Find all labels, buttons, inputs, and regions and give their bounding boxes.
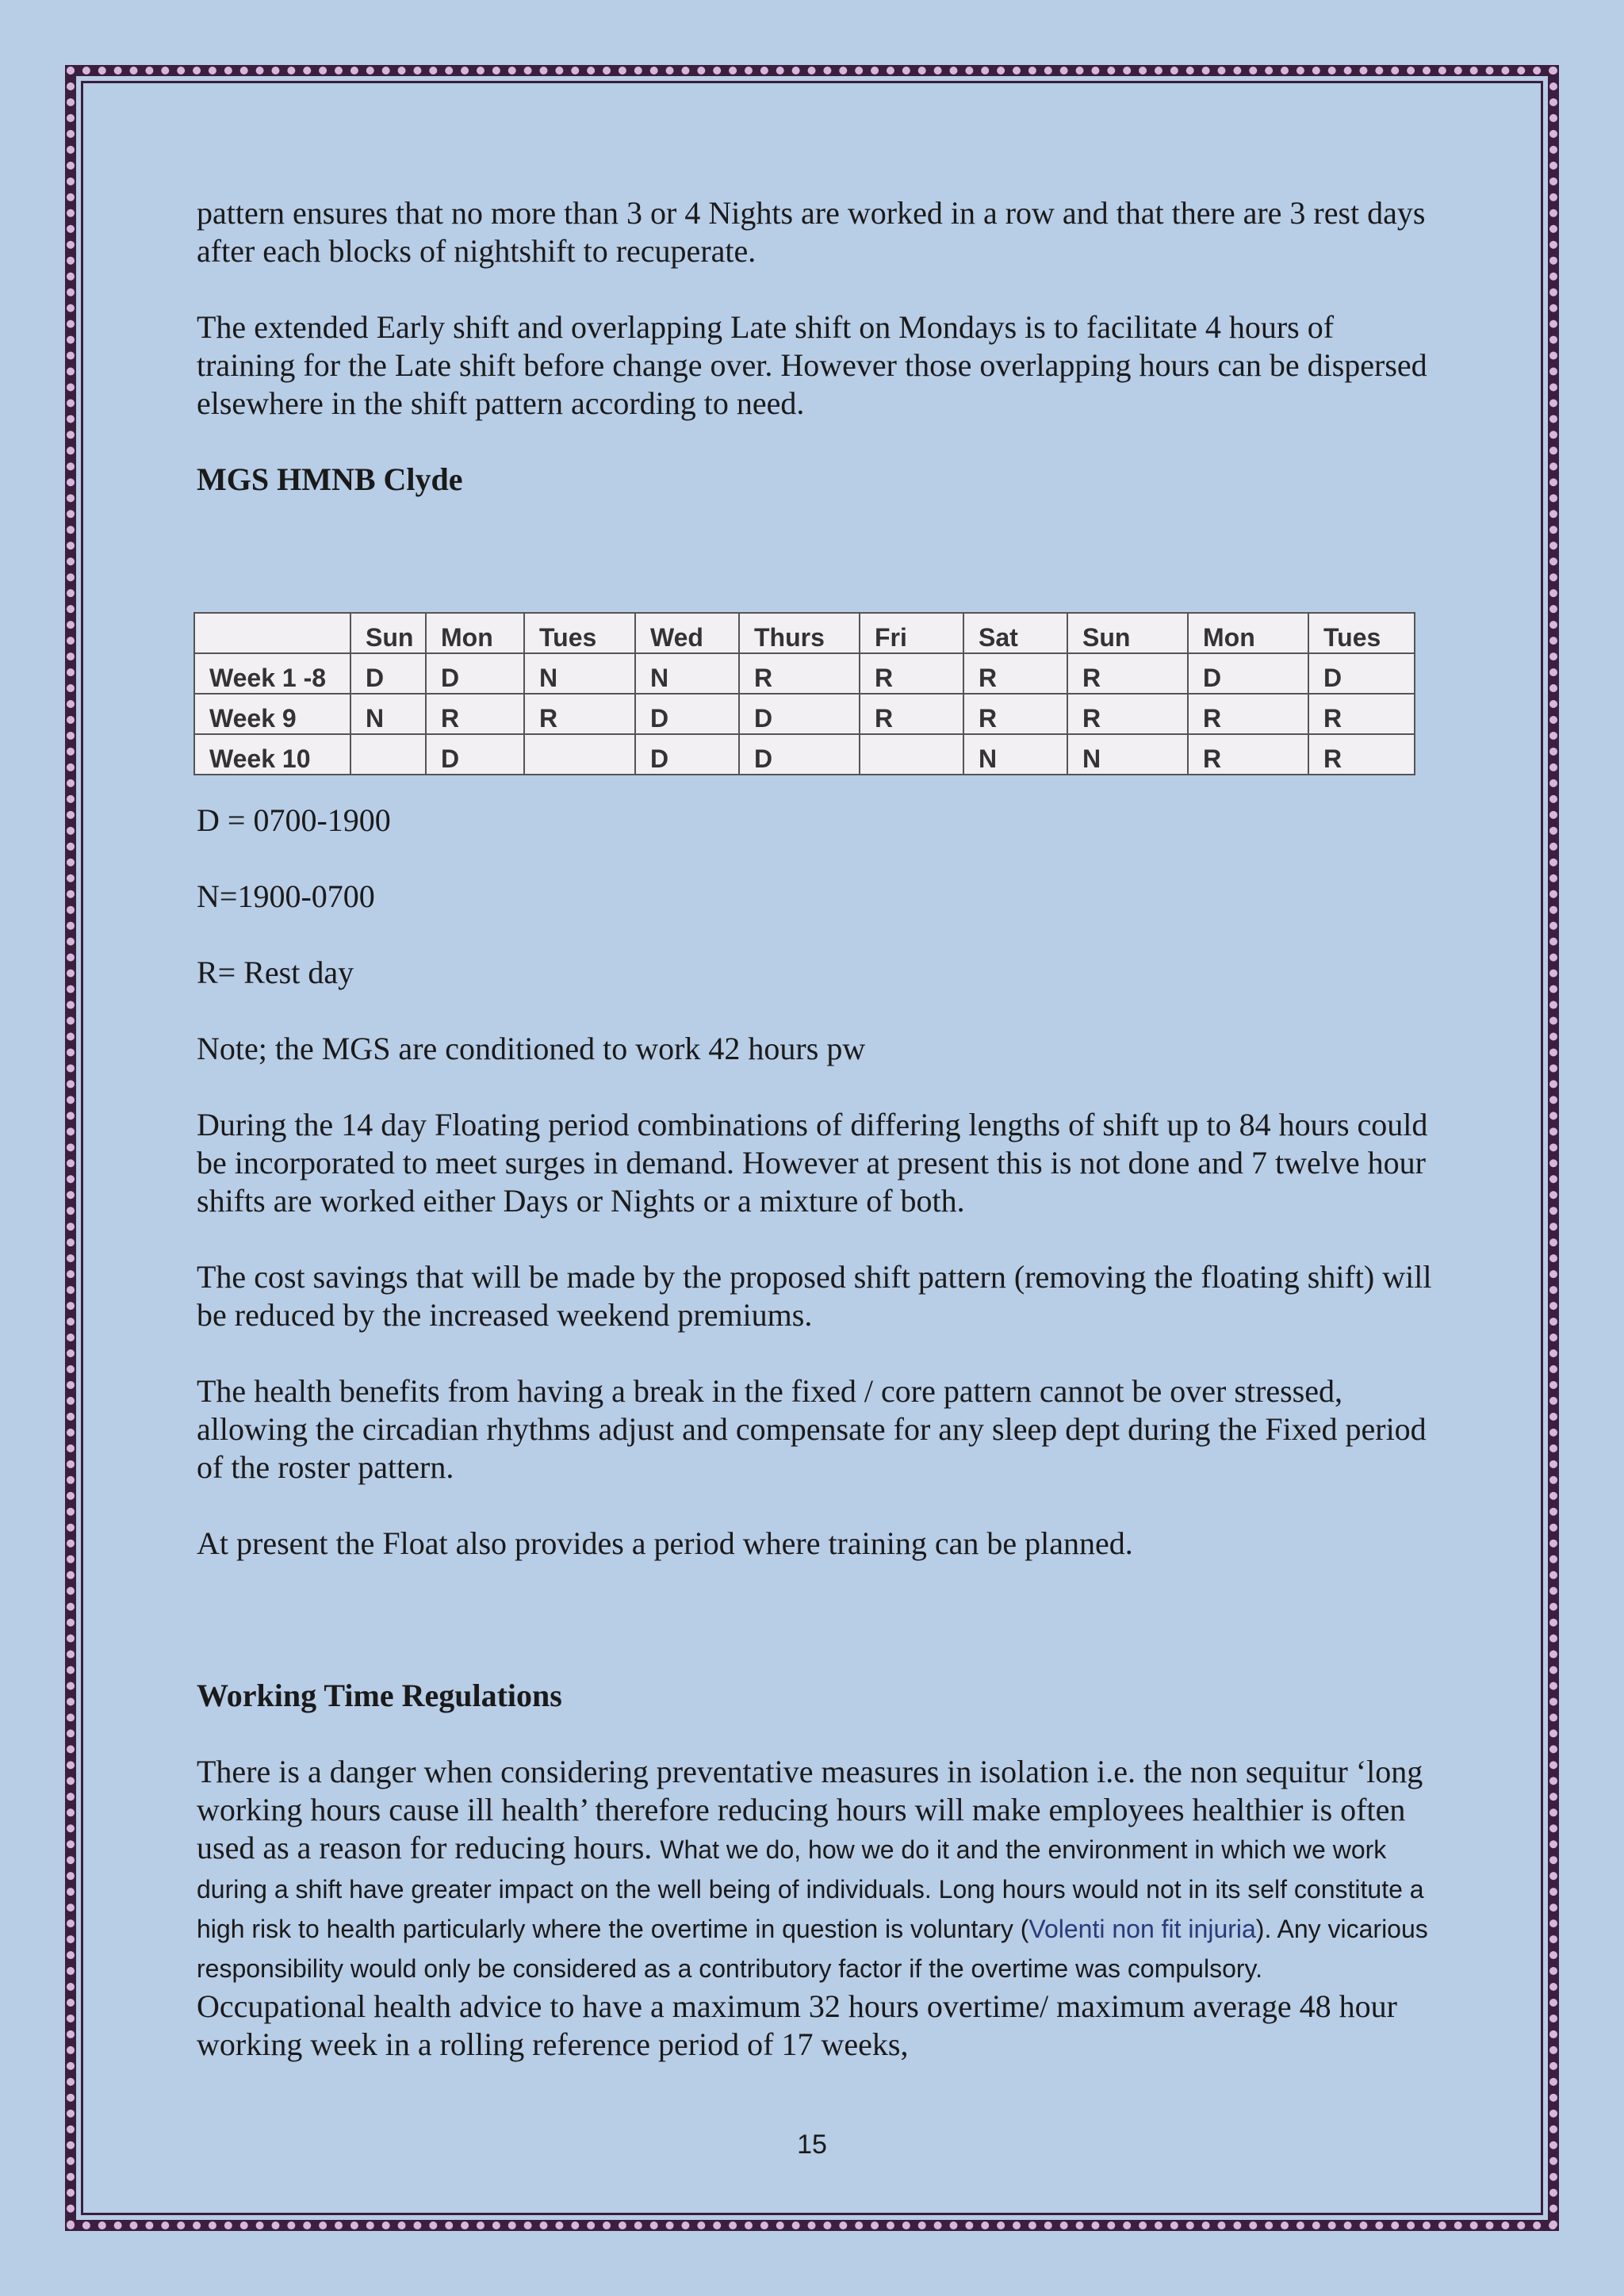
table-cell: R [739,653,860,694]
table-header-cell: Mon [426,613,524,653]
table-header-cell: Fri [860,613,963,653]
text-serif-intro: There is a danger when considering preventative measures in isolation i.e. the non sequitur ‘long working hours cause ill health’ therefore reducing hours will make employees healthier is often used as a reason for reducing hours. [197,1754,1423,1866]
table-cell: D [426,653,524,694]
table-header-cell [194,613,350,653]
paragraph-working-time [197,1753,1434,2064]
table-cell: R [1067,653,1188,694]
table-header-cell: Tues [524,613,635,653]
table-cell: R [963,653,1067,694]
table-cell [524,734,635,775]
note-hours: Note; the MGS are conditioned to work 42 hours pw [197,1031,866,1066]
table-cell: D [1308,653,1415,694]
table-cell: D [1188,653,1308,694]
paragraph-health-benefits: The health benefits from having a break in the fixed / core pattern cannot be over stressed, allowing the circadian rhythms adjust and compensate for any sleep dept during the Fixed period of the roster pattern. [197,1373,1427,1485]
table-header-cell: Sat [963,613,1067,653]
legend-night: N=1900-0700 [197,878,375,914]
table-cell: N [635,653,739,694]
text-sans-body: What we do, how we do it and the environment in which we work during a shift have greater impact on the well being of individuals. Long hours would not in its self constitute a high risk to health particularly where the overtime in question is voluntary ( [197,1835,1424,1943]
table-cell: R [860,653,963,694]
table-cell: R [524,694,635,734]
table-row-label: Week 10 [194,734,350,775]
table-cell: D [426,734,524,775]
table-cell [350,734,426,775]
table-cell: R [860,694,963,734]
legend-day: D = 0700-1900 [197,802,391,838]
table-row-label: Week 9 [194,694,350,734]
table-cell: R [1188,694,1308,734]
table-header-cell: Mon [1188,613,1308,653]
table-cell: D [739,734,860,775]
table-header-cell: Wed [635,613,739,653]
paragraph-float-training: At present the Float also provides a period where training can be planned. [197,1525,1133,1561]
table-row [194,734,1415,775]
table-row-label: Week 1 -8 [194,653,350,694]
heading-working-time-regulations: Working Time Regulations [197,1678,562,1713]
table-cell: R [963,694,1067,734]
table-cell [860,734,963,775]
paragraph-floating-period: During the 14 day Floating period combinations of differing lengths of shift up to 84 hours could be incorporated to meet surges in demand. However at present this is not done and 7 twelve hour shifts are worked either Days or Nights or a mixture of both. [197,1107,1428,1219]
paragraph-cost-savings: The cost savings that will be made by the proposed shift pattern (removing the floating shift) will be reduced by the increased weekend premiums. [197,1259,1432,1333]
page-number: 15 [797,2130,827,2160]
table-cell: R [426,694,524,734]
table-cell: D [739,694,860,734]
table-cell: N [524,653,635,694]
table-cell: N [1067,734,1188,775]
paragraph-shift-pattern: pattern ensures that no more than 3 or 4 Nights are worked in a row and that there are 3 rest days after each blocks of nightshift to recuperate. [197,195,1426,269]
table-cell: D [350,653,426,694]
text-latin-phrase: Volenti non fit injuria [1028,1915,1256,1943]
table-row [194,694,1415,734]
table-cell: R [1308,734,1415,775]
table-cell: D [635,734,739,775]
legend-rest: R= Rest day [197,955,354,990]
table-header-cell: Sun [350,613,426,653]
text-serif-outro: Occupational health advice to have a maximum 32 hours overtime/ maximum average 48 hour working week in a rolling reference period of 17 weeks, [197,1988,1397,2062]
table-header-cell: Tues [1308,613,1415,653]
table-header-cell: Thurs [739,613,860,653]
table-cell: N [963,734,1067,775]
shift-pattern-table [193,612,1415,775]
paragraph-extended-shift: The extended Early shift and overlapping Late shift on Mondays is to facilitate 4 hours of training for the Late shift before change over. However those overlapping hours can be dispersed elsewhere in the shift pattern according to need. [197,309,1427,421]
table-header-row [194,613,1415,653]
heading-mgs-hmnb-clyde: MGS HMNB Clyde [197,461,463,497]
table-header-cell: Sun [1067,613,1188,653]
table-row [194,653,1415,694]
document-body [197,194,1434,2064]
table-cell: R [1188,734,1308,775]
table-cell: D [635,694,739,734]
text-sans-body-2: ). Any vicarious responsibility would only be considered as a contributory factor if the overtime was compulsory. [197,1915,1428,1983]
table-cell: R [1067,694,1188,734]
table-cell: R [1308,694,1415,734]
table-cell: N [350,694,426,734]
